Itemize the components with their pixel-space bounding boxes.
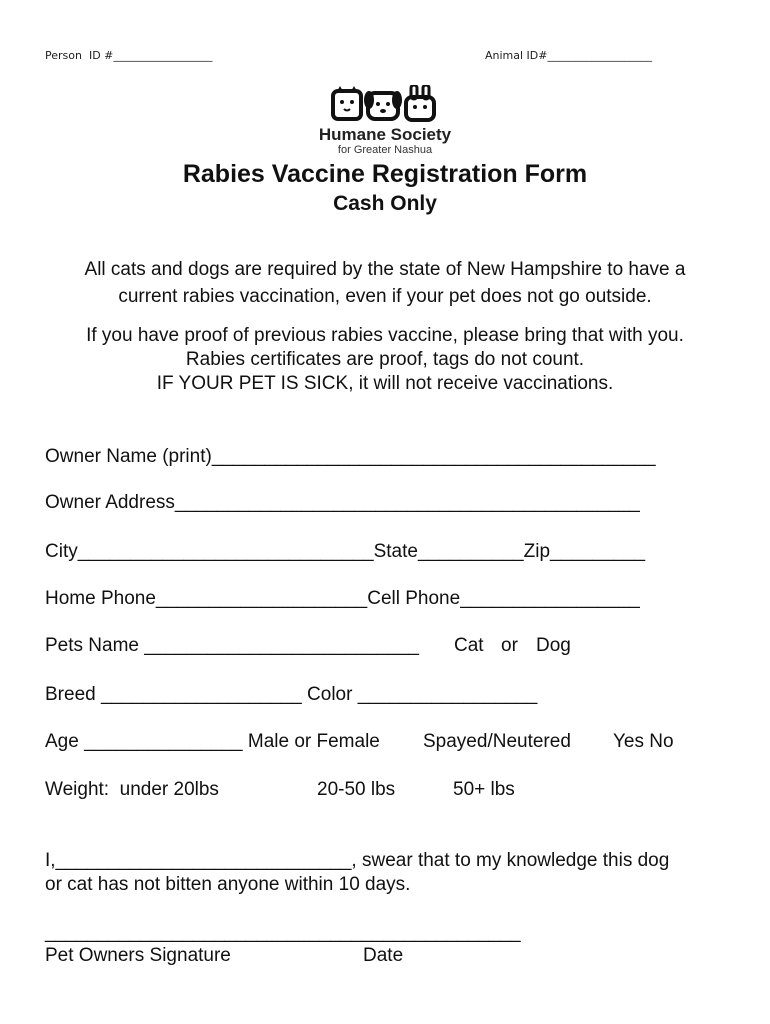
weight-under-20-option[interactable]: Weight: under 20lbs <box>45 779 219 800</box>
phone-fields[interactable]: Home Phone____________________Cell Phone_________________ <box>45 588 640 609</box>
dog-option[interactable]: Dog <box>536 635 571 656</box>
intro-line-5: IF YOUR PET IS SICK, it will not receive vaccinations. <box>156 373 614 394</box>
declaration-line-1[interactable]: I,____________________________, swear that to my knowledge this dog <box>45 850 670 871</box>
signature-line[interactable]: _____________________________________________ <box>45 922 521 943</box>
or-label: or <box>501 635 518 656</box>
owner-address-field[interactable]: Owner Address____________________________________________ <box>45 492 640 513</box>
date-label: Date <box>363 945 404 966</box>
declaration-line-2: or cat has not bitten anyone within 10 days. <box>45 874 411 895</box>
cat-option[interactable]: Cat <box>454 635 484 656</box>
person-id-field[interactable]: Person ID #__________________ <box>45 49 213 62</box>
form-subtitle: Cash Only <box>333 192 437 215</box>
intro-line-3: If you have proof of previous rabies vaccine, please bring that with you. <box>86 325 684 346</box>
intro-line-1: All cats and dogs are required by the state of New Hampshire to have a <box>84 259 686 280</box>
yes-no-options[interactable]: Yes No <box>613 731 674 752</box>
spayed-neutered-label: Spayed/Neutered <box>423 731 571 752</box>
pets-name-field[interactable]: Pets Name __________________________ <box>45 635 419 656</box>
owner-name-field[interactable]: Owner Name (print)__________________________________________ <box>45 446 656 467</box>
animal-id-field[interactable]: Animal ID#___________________ <box>485 49 652 62</box>
signature-label: Pet Owners Signature <box>45 945 231 966</box>
age-sex-field[interactable]: Age _______________ Male or Female <box>45 731 380 752</box>
org-name: Humane Society <box>318 125 452 144</box>
form-title: Rabies Vaccine Registration Form <box>182 160 588 188</box>
intro-line-2: current rabies vaccination, even if your pet does not go outside. <box>118 286 652 307</box>
humane-society-logo <box>300 85 470 156</box>
pets-logo-icon <box>330 85 440 123</box>
city-state-zip-field[interactable]: City____________________________State__________Zip_________ <box>45 541 646 562</box>
intro-line-4: Rabies certificates are proof, tags do not count. <box>185 349 585 370</box>
weight-50-plus-option[interactable]: 50+ lbs <box>453 779 515 800</box>
breed-color-field[interactable]: Breed ___________________ Color _________________ <box>45 684 538 705</box>
org-subtitle: for Greater Nashua <box>337 144 433 156</box>
weight-20-50-option[interactable]: 20-50 lbs <box>317 779 396 800</box>
